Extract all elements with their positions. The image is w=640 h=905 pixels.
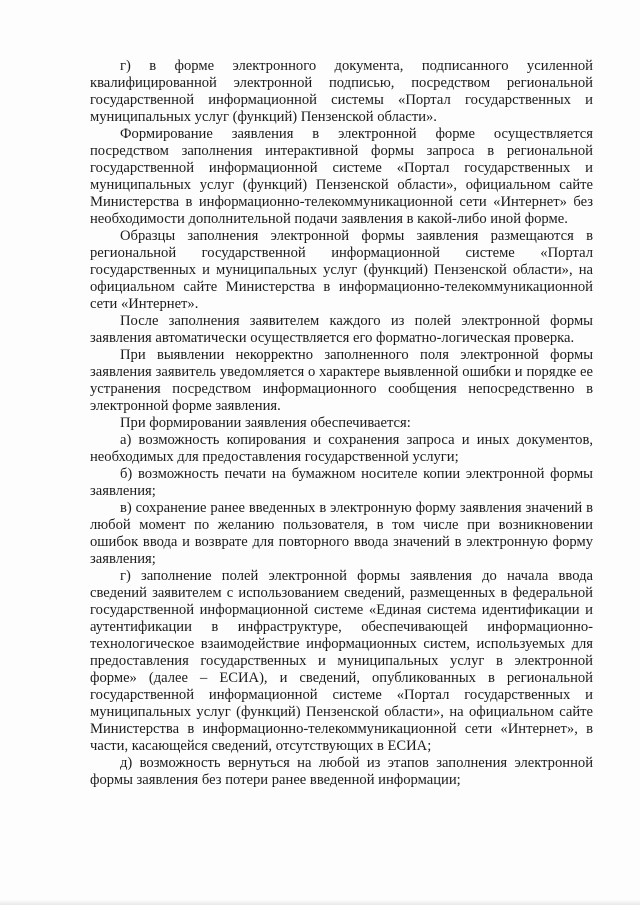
page-bottom-edge <box>0 899 640 905</box>
paragraph-form-samples: Образцы заполнения электронной формы заявления размещаются в региональной государственной информационной системе «Портал государственных и муниципальных услуг (функций) Пензенской области», на официальном сайте Министерства в информационно-телекоммуникационной сети «Интернет». <box>90 228 593 312</box>
document-body <box>90 58 593 789</box>
paragraph-error-notification: При выявлении некорректно заполненного поля электронной формы заявления заявитель уведомляется о характере выявленной ошибки и порядке ее устранения посредством информационного сообщения непосредственно в электронной форме заявления. <box>90 347 593 414</box>
list-item-b: б) возможность печати на бумажном носителе копии электронной формы заявления; <box>90 466 593 499</box>
paragraph-application-forming: Формирование заявления в электронной форме осуществляется посредством заполнения интерактивной формы запроса в региональной государственной информационной системе «Портал государственных и муниципальных услуг (функций) Пензенской области», официальном сайте Министерства в информационно-телекоммуникационной сети «Интернет» без необходимости дополнительной подачи заявления в какой-либо иной форме. <box>90 126 593 227</box>
list-item-a: а) возможность копирования и сохранения запроса и иных документов, необходимых для предоставления государственной услуги; <box>90 432 593 465</box>
list-item-g: г) заполнение полей электронной формы заявления до начала ввода сведений заявителем с использованием сведений, размещенных в федеральной государственной информационной системе «Единая система идентификации и аутентификации в инфраструктуре, обеспечивающей информационно-технологическое взаимодействие информационных систем, используемых для предоставления государственных и муниципальных услуг в электронной форме» (далее – ЕСИА), и сведений, опубликованных в региональной государственной информационной системе «Портал государственных и муниципальных услуг (функций) Пензенской области», на официальном сайте Министерства в информационно-телекоммуникационной сети «Интернет», в части, касающейся сведений, отсутствующих в ЕСИА; <box>90 568 593 754</box>
list-item-d: д) возможность вернуться на любой из этапов заполнения электронной формы заявления без потери ранее введенной информации; <box>90 755 593 788</box>
paragraph-provisions-intro: При формировании заявления обеспечивается: <box>120 415 411 431</box>
list-item-v: в) сохранение ранее введенных в электронную форму заявления значений в любой момент по желанию пользователя, в том числе при возникновении ошибок ввода и возврате для повторного ввода значений в электронную форму заявления; <box>90 500 593 567</box>
paragraph-item-g-electronic-document: г) в форме электронного документа, подписанного усиленной квалифицированной электронной подписью, посредством региональной государственной информационной системы «Портал государственных и муниципальных услуг (функций) Пензенской области». <box>90 58 593 125</box>
paragraph-format-logic-check: После заполнения заявителем каждого из полей электронной формы заявления автоматически осуществляется его форматно-логическая проверка. <box>90 313 593 346</box>
